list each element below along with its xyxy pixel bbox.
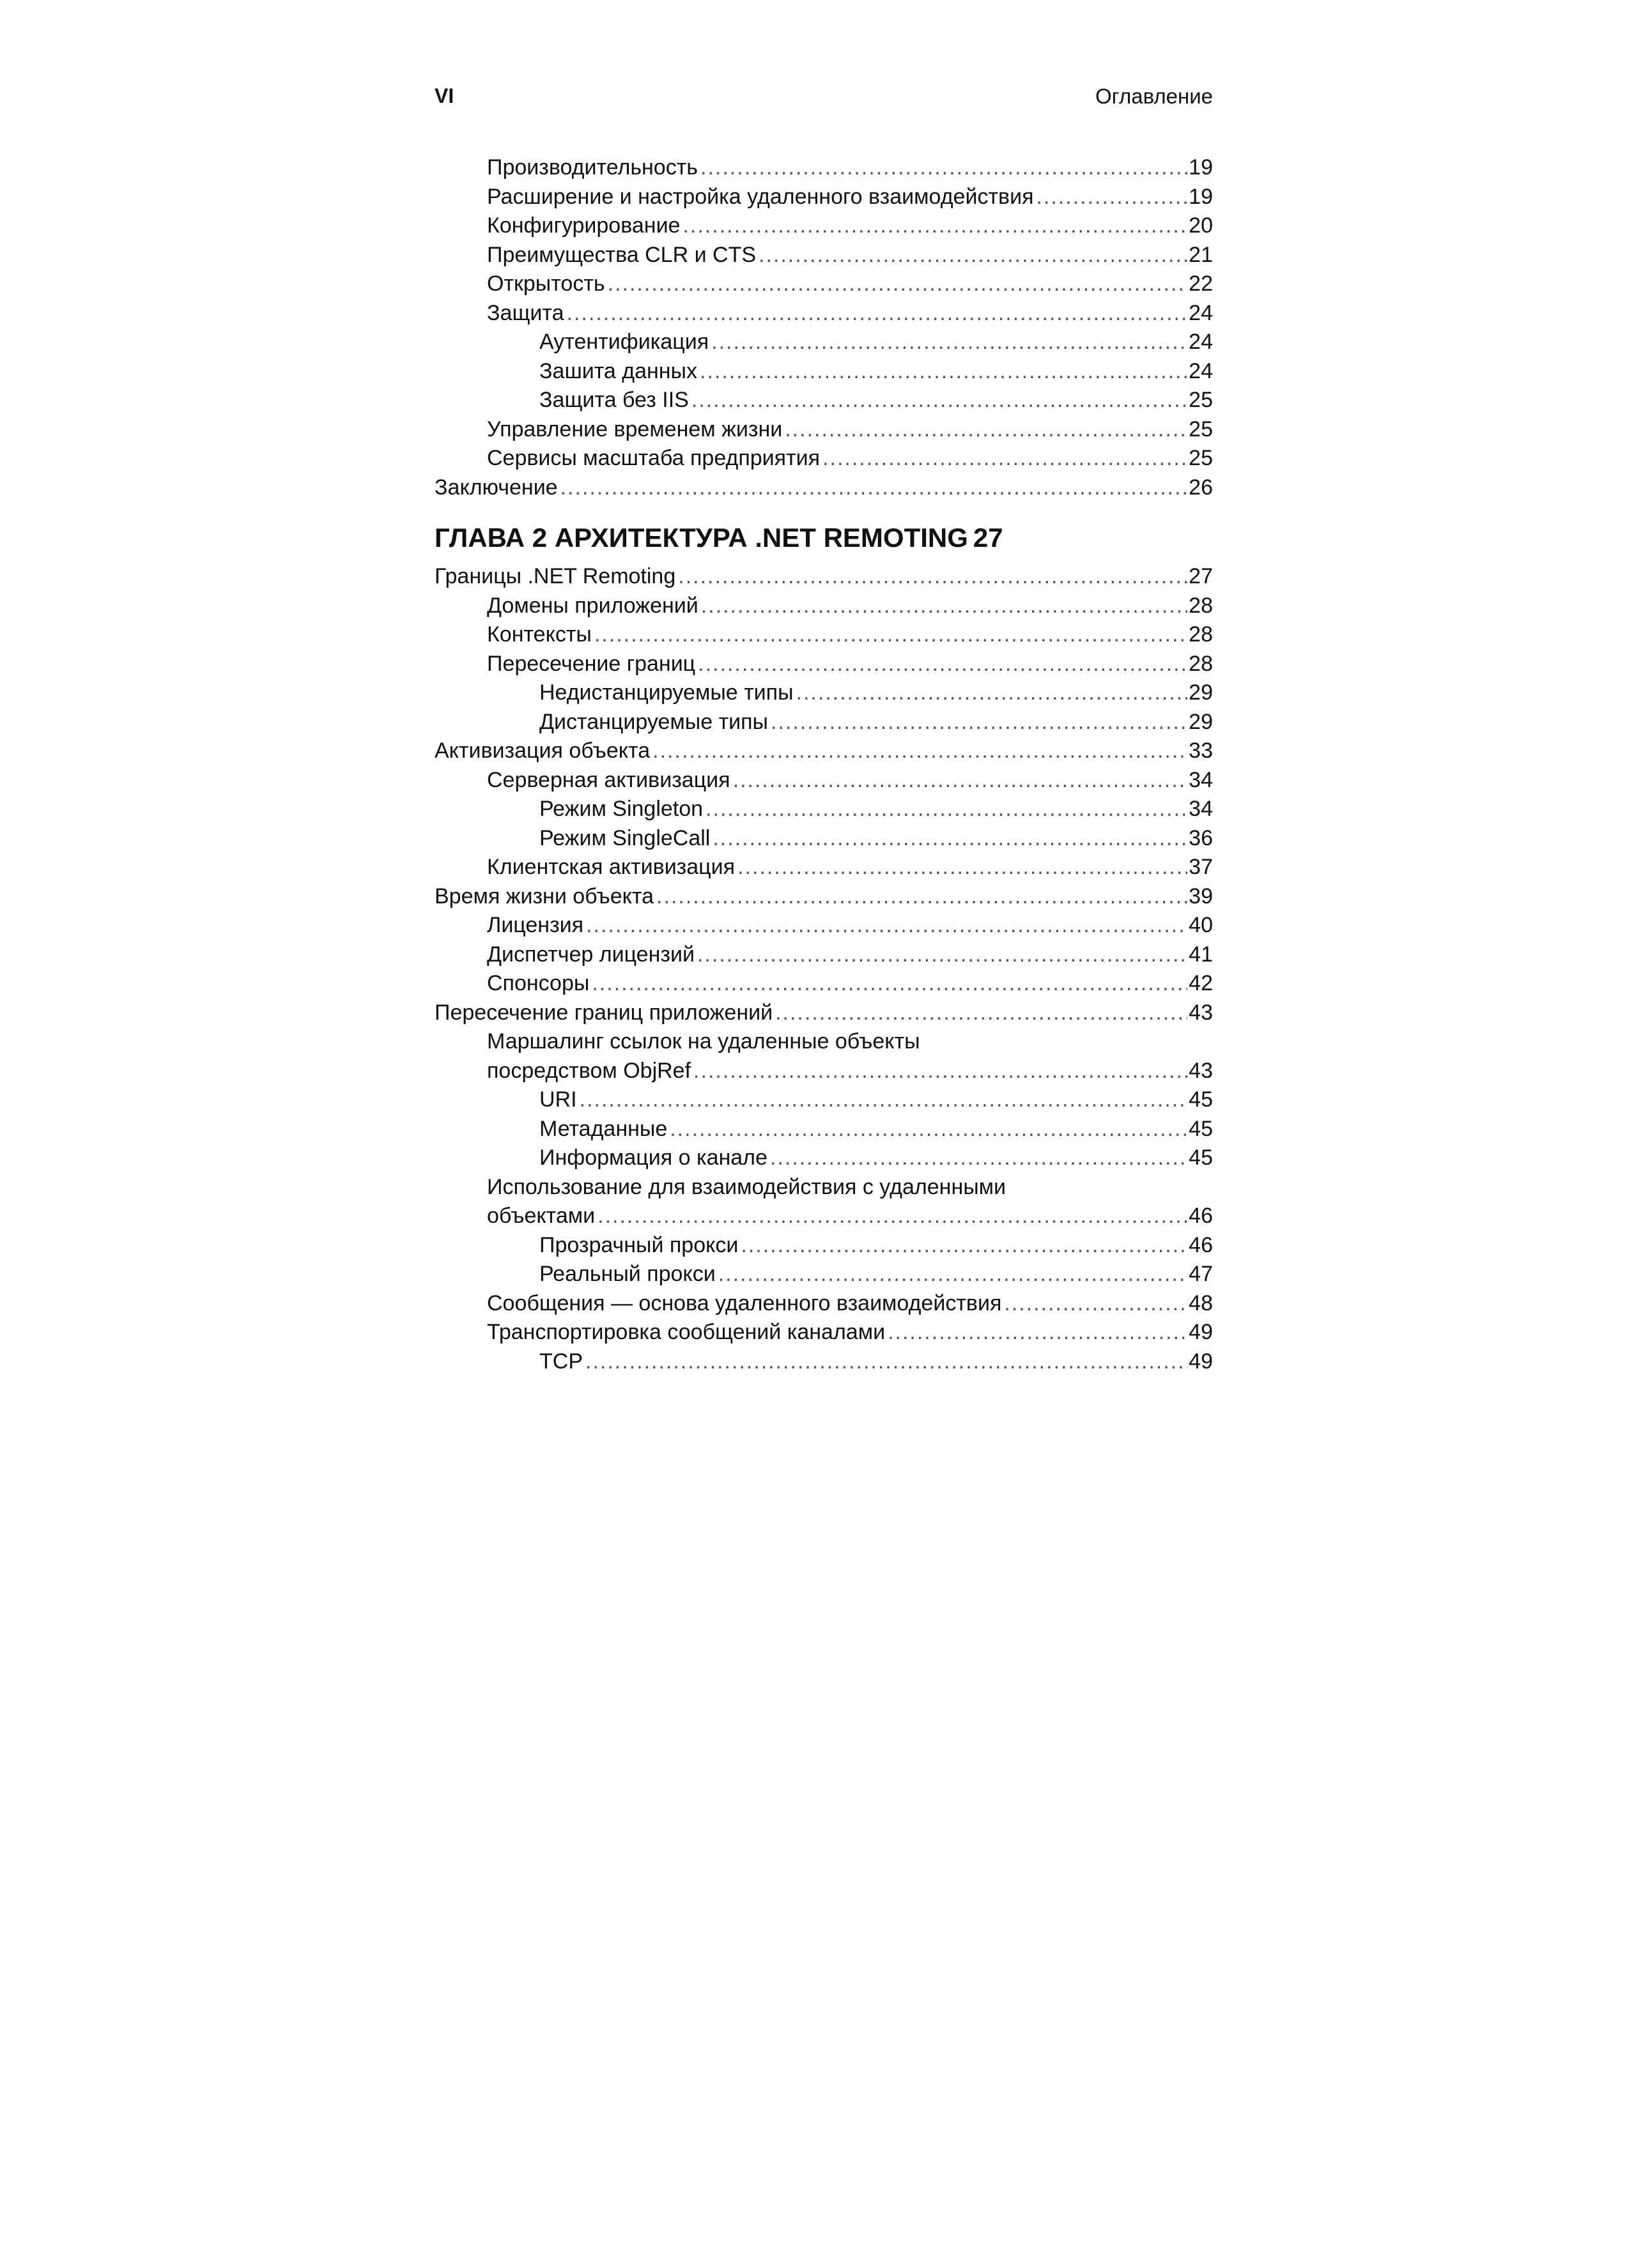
page-number: VI [435, 84, 454, 107]
toc-entry[interactable] [435, 1289, 1213, 1319]
toc-entry-page: 40 [1189, 913, 1213, 937]
page-header [435, 84, 1213, 116]
toc-entry[interactable] [435, 241, 1213, 270]
toc-entry-title: Управление временем жизни [487, 417, 783, 441]
chapter-heading[interactable] [435, 514, 1213, 562]
leader-dots [577, 1085, 1187, 1115]
leader-dots [654, 882, 1187, 912]
toc-entry-title: Реальный прокси [539, 1262, 716, 1286]
leader-dots [885, 1318, 1187, 1347]
toc-entry-page: 47 [1189, 1262, 1213, 1286]
toc-entry-page: 34 [1189, 767, 1213, 792]
leader-dots [695, 940, 1187, 970]
toc-entry-title: Контексты [487, 622, 592, 647]
toc-entry-page: 34 [1189, 797, 1213, 821]
toc-entry[interactable] [435, 620, 1213, 650]
toc-entry-page: 29 [1189, 680, 1213, 705]
leader-dots [583, 911, 1187, 940]
toc-entry-title: Пересечение границ приложений [435, 1000, 773, 1025]
toc-entry-title: Защита [487, 300, 564, 325]
toc-entry-page: 20 [1189, 213, 1213, 238]
leader-dots [583, 1347, 1187, 1377]
leader-dots [820, 444, 1187, 473]
leader-dots [564, 299, 1187, 328]
toc-entry-proxy[interactable] [435, 1173, 1213, 1231]
toc-entry-page: 19 [1189, 184, 1213, 209]
toc-entry-page: 19 [1189, 155, 1213, 180]
toc-entry-title: Расширение и настройка удаленного взаимодействия [487, 184, 1034, 209]
chapter-title: ГЛАВА 2 АРХИТЕКТУРА .NET REMOTING [435, 523, 968, 553]
toc-entry-page: 29 [1189, 709, 1213, 734]
toc-entry[interactable] [435, 766, 1213, 795]
toc-entry-page: 33 [1189, 739, 1213, 763]
leader-dots [709, 328, 1187, 357]
toc-entry-page: 26 [1189, 475, 1213, 500]
toc-entry-page: 24 [1189, 330, 1213, 354]
toc-entry[interactable] [435, 824, 1213, 854]
leader-dots [768, 708, 1187, 737]
toc-entry-title: Сообщения — основа удаленного взаимодействия [487, 1291, 1002, 1315]
leader-dots [689, 386, 1187, 415]
toc-entry[interactable] [435, 415, 1213, 445]
toc-entry-page: 25 [1189, 446, 1213, 470]
toc-entry-title: Серверная активизация [487, 767, 730, 792]
toc-entry[interactable] [435, 386, 1213, 415]
toc-entry-title: Сервисы масштаба предприятия [487, 446, 821, 470]
toc-entry[interactable] [435, 299, 1213, 328]
toc-entry-line [435, 1202, 1213, 1231]
toc-entry-title: Диспетчер лицензий [487, 942, 695, 967]
toc-group-3 [435, 1085, 1213, 1173]
toc-entry-title: Режим Singleton [539, 797, 704, 821]
toc-entry[interactable] [435, 562, 1213, 592]
toc-entry[interactable] [435, 678, 1213, 708]
toc-entry-page: 27 [1189, 564, 1213, 588]
toc-entry[interactable] [435, 1231, 1213, 1260]
toc-entry-title: TCP [539, 1349, 583, 1374]
leader-dots [738, 1231, 1187, 1260]
toc-entry-line [435, 1027, 1213, 1057]
leader-dots [698, 592, 1187, 621]
toc-entry[interactable] [435, 1085, 1213, 1115]
toc-entry[interactable] [435, 183, 1213, 212]
toc-entry-page: 39 [1189, 884, 1213, 908]
toc-entry-page: 28 [1189, 622, 1213, 647]
toc-entry-title: Дистанцируемые типы [539, 709, 768, 734]
toc-entry[interactable] [435, 911, 1213, 940]
toc-entry-page: 21 [1189, 242, 1213, 267]
toc-entry[interactable] [435, 1260, 1213, 1289]
toc-entry-page: 49 [1189, 1349, 1213, 1374]
toc-entry[interactable] [435, 1347, 1213, 1377]
leader-dots [735, 853, 1187, 882]
toc-entry[interactable] [435, 211, 1213, 241]
toc-entry-page: 49 [1189, 1320, 1213, 1344]
leader-dots [695, 650, 1187, 679]
toc-entry-page: 42 [1189, 971, 1213, 995]
leader-dots [592, 620, 1187, 650]
toc-entry-page: 25 [1189, 388, 1213, 412]
toc-entry-title: Конфигурирование [487, 213, 681, 238]
leader-dots [716, 1260, 1187, 1289]
toc-entry-page: 41 [1189, 942, 1213, 967]
toc-entry-title: Прозрачный прокси [539, 1232, 739, 1257]
toc-entry-page: 43 [1189, 1000, 1213, 1025]
toc-entry-title: Зашита данных [539, 358, 697, 383]
toc-entry[interactable] [435, 795, 1213, 824]
leader-dots [794, 678, 1187, 708]
leader-dots [1001, 1289, 1187, 1319]
toc-entry-title: Маршалинг ссылок на удаленные объекты [487, 1029, 920, 1054]
leader-dots [680, 211, 1187, 241]
running-head: Оглавление [1095, 84, 1213, 108]
toc-entry-title: Метаданные [539, 1116, 668, 1141]
toc-entry-title: Заключение [435, 475, 558, 500]
toc-entry-title: Использование для взаимодействия с удаленными [487, 1174, 1006, 1199]
toc-entry[interactable] [435, 940, 1213, 970]
toc-entry-page: 24 [1189, 358, 1213, 383]
toc-entry-page: 45 [1189, 1116, 1213, 1141]
leader-dots [650, 737, 1187, 766]
toc-entry[interactable] [435, 153, 1213, 183]
toc-entry-title: Открытость [487, 272, 605, 296]
toc-entry-page: 28 [1189, 651, 1213, 676]
chapter-page: 27 [973, 523, 1003, 553]
toc-entry-title: Время жизни объекта [435, 884, 654, 908]
toc-entry[interactable] [435, 969, 1213, 999]
toc-entry-line [435, 1057, 1213, 1086]
leader-dots [667, 1115, 1187, 1144]
toc-entry[interactable] [435, 357, 1213, 387]
leader-dots [710, 824, 1187, 854]
toc-entry[interactable] [435, 853, 1213, 882]
table-of-contents [435, 153, 1213, 1376]
leader-dots [756, 241, 1187, 270]
toc-group-4 [435, 1231, 1213, 1377]
toc-entry-page: 37 [1189, 855, 1213, 879]
leader-dots [605, 270, 1187, 299]
toc-entry-title: Клиентская активизация [487, 855, 736, 879]
toc-entry[interactable] [435, 270, 1213, 299]
leader-dots [691, 1057, 1187, 1086]
toc-entry-title: объектами [487, 1204, 596, 1228]
toc-entry-page: 36 [1189, 825, 1213, 850]
leader-dots [698, 153, 1187, 183]
toc-entry[interactable] [435, 1144, 1213, 1173]
toc-entry-title: Домены приложений [487, 593, 698, 618]
toc-entry-title: Производительность [487, 155, 698, 180]
toc-entry-title: Защита без IIS [539, 388, 689, 412]
toc-entry-page: 43 [1189, 1058, 1213, 1083]
toc-entry[interactable] [435, 999, 1213, 1028]
toc-entry-page: 48 [1189, 1291, 1213, 1315]
toc-entry[interactable] [435, 1115, 1213, 1144]
toc-entry-title: Режим SingleCall [539, 825, 711, 850]
toc-entry-page: 46 [1189, 1232, 1213, 1257]
leader-dots [697, 357, 1187, 387]
leader-dots [703, 795, 1187, 824]
toc-entry-title: Активизация объекта [435, 739, 651, 763]
leader-dots [1033, 183, 1187, 212]
toc-entry-title: Спонсоры [487, 971, 590, 995]
toc-entry[interactable] [435, 444, 1213, 473]
toc-group-1 [435, 153, 1213, 502]
toc-entry-objref[interactable] [435, 1027, 1213, 1085]
toc-entry-page: 28 [1189, 593, 1213, 618]
toc-entry[interactable] [435, 737, 1213, 766]
toc-entry-title: Транспортировка сообщений каналами [487, 1320, 886, 1344]
toc-entry[interactable] [435, 592, 1213, 621]
leader-dots [589, 969, 1187, 999]
toc-entry-title: Границы .NET Remoting [435, 564, 676, 588]
leader-dots [773, 999, 1187, 1028]
toc-entry-page: 22 [1189, 272, 1213, 296]
toc-entry-title: Аутентификация [539, 330, 709, 354]
toc-entry-page: 24 [1189, 300, 1213, 325]
leader-dots [675, 562, 1187, 592]
toc-entry-page: 46 [1189, 1204, 1213, 1228]
toc-entry-page: 25 [1189, 417, 1213, 441]
toc-entry-title: Информация о канале [539, 1145, 767, 1170]
toc-entry-title: URI [539, 1087, 577, 1112]
toc-entry[interactable] [435, 650, 1213, 679]
toc-entry-title: Преимущества CLR и CTS [487, 242, 757, 267]
toc-entry[interactable] [435, 473, 1213, 503]
leader-dots [782, 415, 1187, 445]
toc-entry-page: 45 [1189, 1087, 1213, 1112]
leader-dots [595, 1202, 1187, 1231]
toc-entry-page: 45 [1189, 1145, 1213, 1170]
toc-entry-title: Лицензия [487, 913, 584, 937]
toc-entry[interactable] [435, 1318, 1213, 1347]
leader-dots [558, 473, 1187, 503]
toc-entry[interactable] [435, 328, 1213, 357]
leader-dots [730, 766, 1187, 795]
toc-group-2 [435, 562, 1213, 1027]
toc-entry[interactable] [435, 708, 1213, 737]
leader-dots [767, 1144, 1187, 1173]
toc-entry[interactable] [435, 882, 1213, 912]
toc-entry-title: Пересечение границ [487, 651, 696, 676]
toc-entry-title: Недистанцируемые типы [539, 680, 794, 705]
toc-entry-title: посредством ObjRef [487, 1058, 691, 1083]
toc-entry-line [435, 1173, 1213, 1202]
